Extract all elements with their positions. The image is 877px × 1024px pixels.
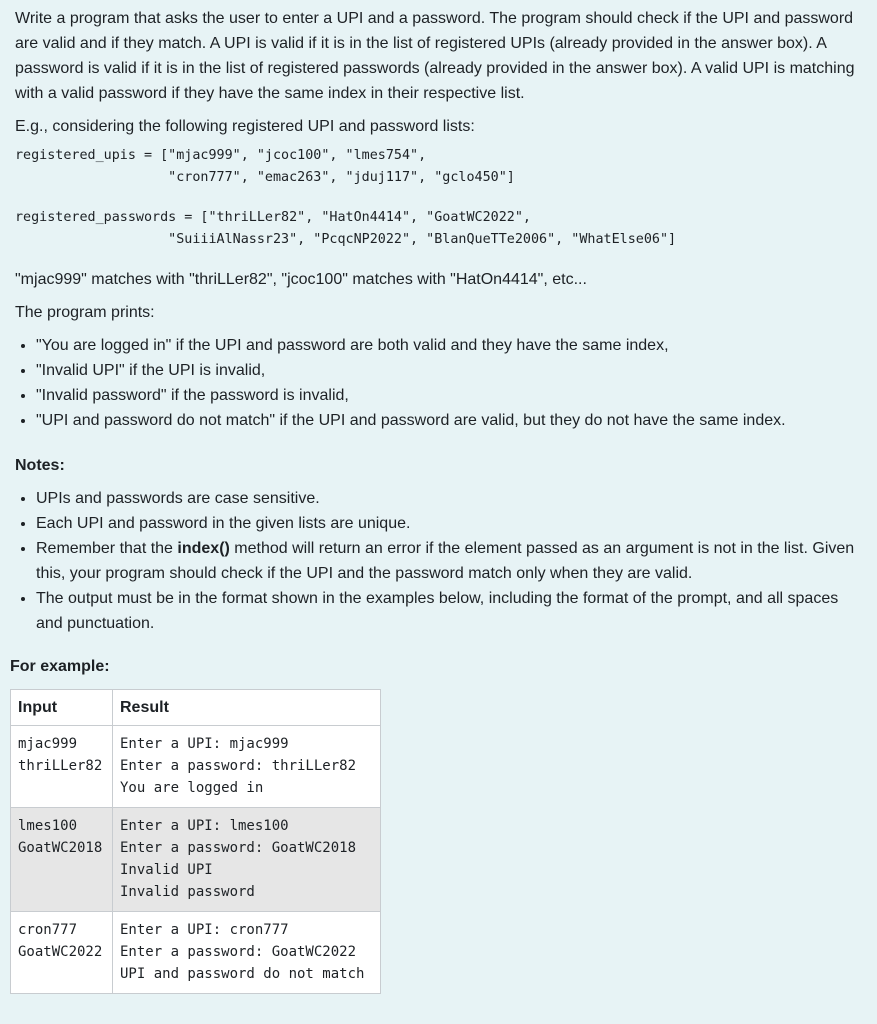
- example-intro: E.g., considering the following registered UPI and password lists:: [15, 118, 475, 135]
- index-method-name: index(): [177, 540, 230, 557]
- match-explanation: "mjac999" matches with "thriLLer82", "jcoc100" matches with "HatOn4414", etc...: [15, 271, 587, 288]
- note-text: Remember that the: [36, 540, 178, 557]
- list-item: • "You are logged in" if the UPI and password are both valid and they have the same index,: [36, 333, 869, 358]
- notes-list: [15, 486, 869, 636]
- result-cell: Enter a UPI: mjac999 Enter a password: thriLLer82 You are logged in: [113, 726, 381, 808]
- list-item: [36, 536, 869, 586]
- table-row: [11, 808, 381, 912]
- notes-heading: Notes:: [15, 457, 65, 474]
- input-cell: lmes100 GoatWC2018: [11, 808, 113, 912]
- list-item: • "Invalid UPI" if the UPI is invalid,: [36, 358, 869, 383]
- note-text: method will return an error if the element passed as an argument is not in the list. Given this, your program should check if the UPI and the password match only when they are valid.: [36, 540, 855, 582]
- list-item: • "UPI and password do not match" if the UPI and password are valid, but they do not have the same index.: [36, 408, 869, 433]
- list-item: • "Invalid password" if the password is invalid,: [36, 383, 869, 408]
- code-registered-passwords: registered_passwords = ["thriLLer82", "HatOn4414", "GoatWC2022", "SuiiiAlNassr23", "PcqcNP2022", "BlanQueTTe2006", "WhatElse06"]: [15, 210, 677, 247]
- prints-intro: The program prints:: [15, 304, 155, 321]
- prints-list: [15, 333, 869, 433]
- examples-table: [10, 689, 381, 994]
- list-item: • Each UPI and password in the given lists are unique.: [36, 511, 869, 536]
- result-cell: Enter a UPI: cron777 Enter a password: GoatWC2022 UPI and password do not match: [113, 912, 381, 994]
- table-header-result: Result: [113, 690, 381, 726]
- input-cell: mjac999 thriLLer82: [11, 726, 113, 808]
- list-item: • The output must be in the format shown in the examples below, including the format of the prompt, and all spaces and punctuation.: [36, 586, 869, 636]
- code-registered-upis: registered_upis = ["mjac999", "jcoc100", "lmes754", "cron777", "emac263", "jduj117", "gclo450"]: [15, 148, 515, 185]
- table-header-input: Input: [11, 690, 113, 726]
- intro-paragraph: Write a program that asks the user to enter a UPI and a password. The program should check if the UPI and password are valid and if they match. A UPI is valid if it is in the list of registered UPIs (already provided in the answer box). A password is valid if it is in the list of registered passwords (already provided in the answer box). A valid UPI is matching with a valid password if they have the same index in their respective list.: [15, 10, 855, 102]
- list-item: • UPIs and passwords are case sensitive.: [36, 486, 869, 511]
- example-heading: For example:: [10, 658, 110, 675]
- input-cell: cron777 GoatWC2022: [11, 912, 113, 994]
- table-row: [11, 912, 381, 994]
- table-row: [11, 726, 381, 808]
- result-cell: Enter a UPI: lmes100 Enter a password: GoatWC2018 Invalid UPI Invalid password: [113, 808, 381, 912]
